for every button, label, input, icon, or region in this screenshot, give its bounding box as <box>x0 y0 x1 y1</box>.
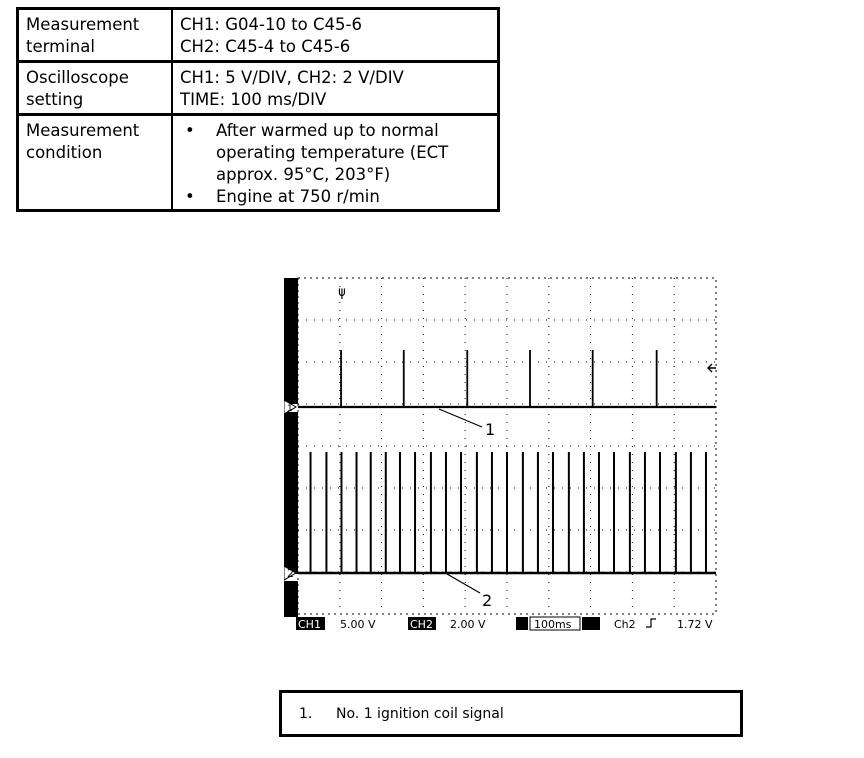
scope-left-bar <box>284 412 298 574</box>
condition-item <box>180 186 497 208</box>
label-line: terminal <box>26 37 95 56</box>
value-line: CH1: G04-10 to C45-6 <box>180 15 362 34</box>
spec-row-oscilloscope <box>19 63 497 116</box>
legend-text: No. 1 ignition coil signal <box>336 706 504 722</box>
scope-left-bar <box>284 278 298 404</box>
spec-label <box>19 10 173 60</box>
spec-row-terminal <box>19 10 497 63</box>
legend-box <box>279 690 743 737</box>
callout-label-2: 2 <box>482 591 493 610</box>
callout-line-2 <box>447 574 480 593</box>
condition-line: After warmed up to normal <box>216 121 439 140</box>
status-trigger-source: Ch2 <box>614 618 636 631</box>
trigger-position-icon: ψ <box>338 285 346 300</box>
condition-line: approx. 95°C, 203°F) <box>216 165 391 184</box>
spec-label <box>19 63 173 113</box>
spec-row-condition <box>19 116 497 209</box>
bullet-icon: • <box>185 187 195 206</box>
scope-traces <box>298 350 716 573</box>
condition-line: operating temperature (ECT <box>216 143 449 162</box>
callout-line-1 <box>439 409 482 427</box>
label-line: condition <box>26 143 103 162</box>
value-line: CH1: 5 V/DIV, CH2: 2 V/DIV <box>180 68 404 87</box>
status-divider <box>582 617 600 630</box>
value-line: TIME: 100 ms/DIV <box>180 90 327 109</box>
spec-value <box>173 116 497 209</box>
status-trigger-level: 1.72 V <box>677 618 713 631</box>
scope-status-bar <box>296 617 720 631</box>
callout-label-1: 1 <box>485 420 496 439</box>
condition-line: Engine at 750 r/min <box>216 187 380 206</box>
label-line: Measurement <box>26 15 140 34</box>
trigger-level-arrow <box>708 364 716 372</box>
label-line: Oscilloscope <box>26 68 129 87</box>
label-line: Measurement <box>26 121 140 140</box>
status-ch1-value: 5.00 V <box>340 618 376 631</box>
status-divider <box>516 617 528 630</box>
scope-left-bar <box>284 581 298 617</box>
spec-value <box>173 63 497 113</box>
ch2-marker-label: 2 <box>287 567 294 580</box>
label-line: setting <box>26 90 84 109</box>
legend-item <box>299 706 504 722</box>
ch1-marker-label: 1 <box>287 404 293 414</box>
spec-label <box>19 116 173 209</box>
condition-list <box>180 120 497 208</box>
status-ch1-tag: CH1 <box>298 618 321 631</box>
status-ch2-tag: CH2 <box>410 618 433 631</box>
spec-table <box>16 7 500 212</box>
value-line: CH2: C45-4 to C45-6 <box>180 37 351 56</box>
status-ch2-value: 2.00 V <box>450 618 486 631</box>
oscilloscope-display <box>284 276 720 633</box>
bullet-icon: • <box>185 121 195 140</box>
legend-number: 1. <box>299 706 313 722</box>
condition-item <box>180 120 497 186</box>
spec-value <box>173 10 497 60</box>
status-time: 100ms <box>534 618 572 631</box>
